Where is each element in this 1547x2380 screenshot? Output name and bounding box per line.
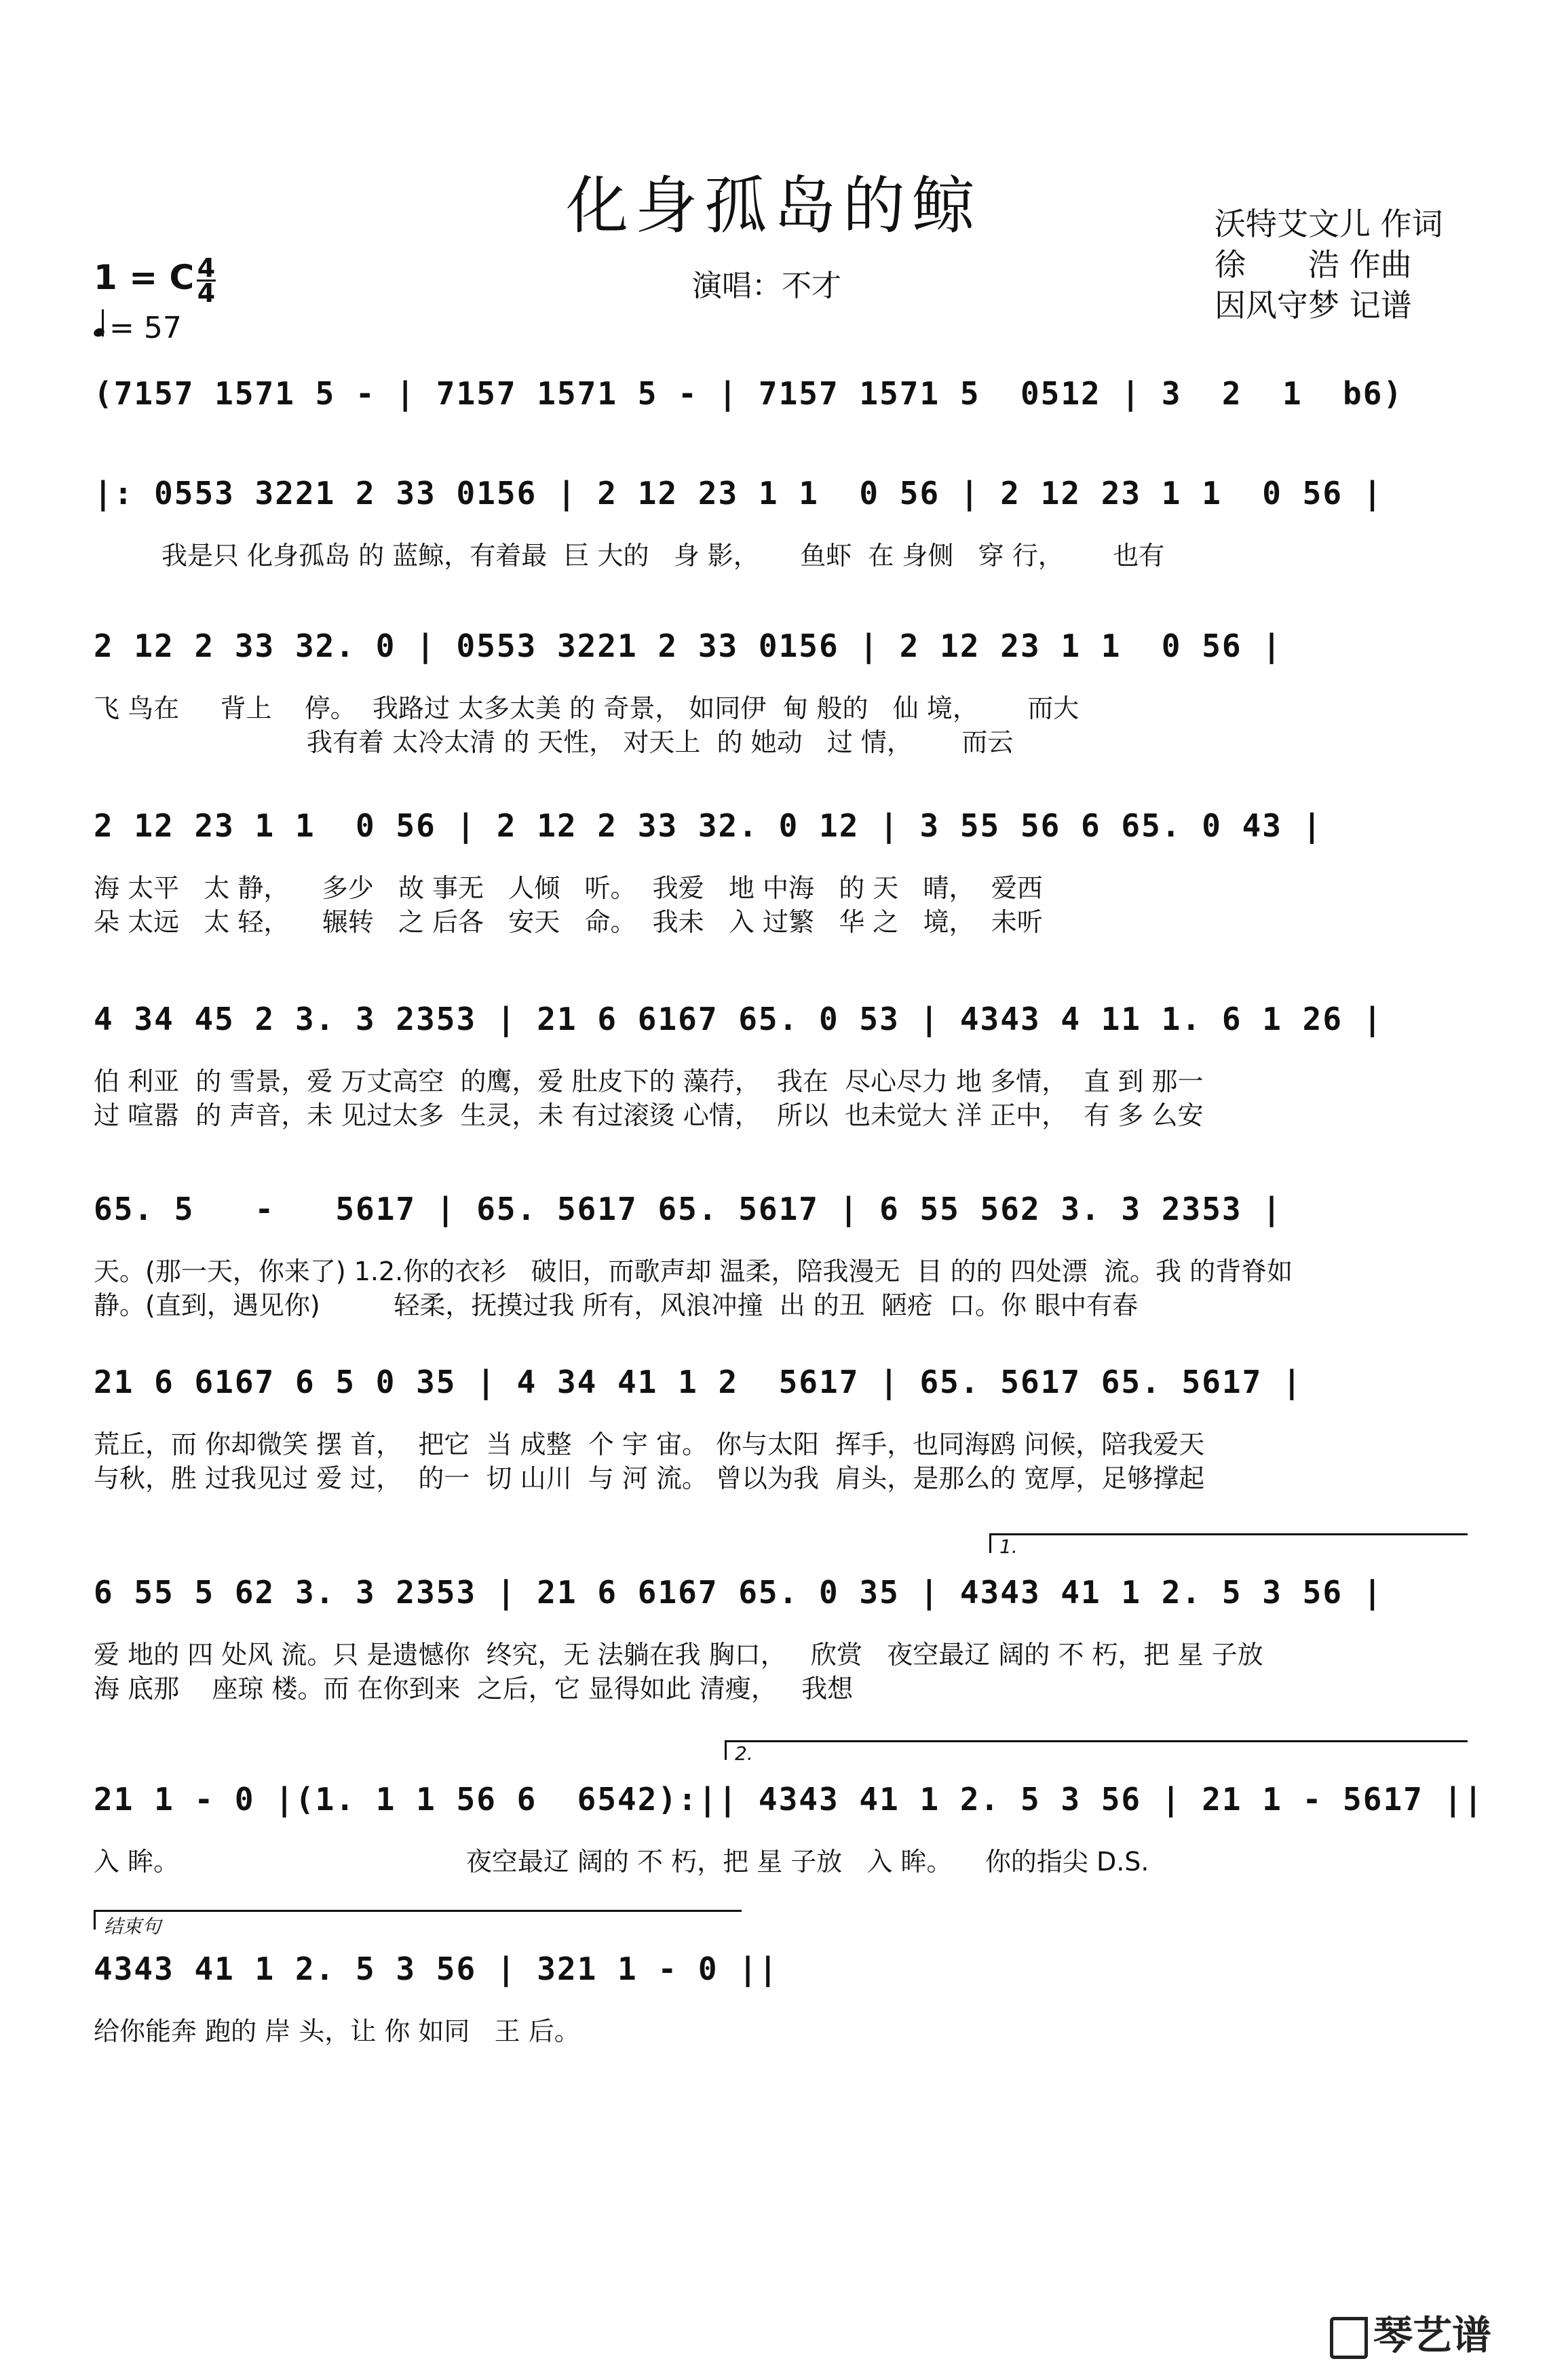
lyric-line: 荒丘，而 你却微笑 摆 首， 把它 当 成整 个 宇 宙。 你与太阳 挥手，也同海鸥 问候，陪我爱天 (94, 1429, 1205, 1459)
lyric-line: 我有着 太冷太清 的 天性， 对天上 的 她动 过 情， 而云 (94, 727, 1014, 757)
notation-line: 4 34 45 2 3. 3 2353 | 21 6 6167 65. 0 53 | 4343 4 11 1. 6 1 26 | (94, 1001, 1383, 1037)
system-9 (94, 1740, 1484, 1877)
site-logo (1330, 2303, 1491, 2360)
logo-text: 琴艺谱 (1373, 2312, 1492, 2358)
credits (1215, 204, 1443, 326)
lyric-line: 爱 地的 四 处风 流。只 是遗憾你 终究，无 法躺在我 胸口， 欣赏 夜空最辽 阔的 不 朽，把 星 子放 (94, 1640, 1263, 1670)
system-3 (94, 628, 1457, 763)
tempo-marking (94, 311, 182, 345)
tempo-value: = 57 (109, 311, 182, 345)
system-1 (94, 370, 1457, 444)
time-signature (197, 253, 216, 308)
lyric-line: 我是只 化身孤岛 的 蓝鲸，有着最 巨 大的 身 影， 鱼虾 在 身侧 穿 行， 也有 (161, 541, 1165, 571)
system-8 (94, 1533, 1457, 1704)
volta-bracket: 2. (725, 1740, 1468, 1760)
song-title: 化身孤岛的鲸 (565, 170, 981, 242)
composer-credit: 徐 浩 作曲 (1215, 246, 1412, 283)
lyric-line: 天。(那一天，你来了) 1.2.你的衣衫 破旧，而歌声却 温柔，陪我漫无 目 的的 四处漂 流。我 的背脊如 (94, 1256, 1293, 1286)
system-2 (94, 475, 1457, 597)
lyric-line: 给你能奔 跑的 岸 头，让 你 如同 王 后。 (94, 2016, 580, 2046)
notation-line: 65. 5 - 5617 | 65. 5617 65. 5617 | 6 55 562 3. 3 2353 | (94, 1191, 1282, 1227)
logo-icon (1330, 2317, 1368, 2359)
time-signature-bottom: 4 (197, 278, 216, 308)
system-7 (94, 1364, 1457, 1499)
lyric-line: 朵 太远 太 轻， 辗转 之 后各 安天 命。 我未 入 过繁 华 之 境， 未听 (94, 907, 1043, 937)
lyric-line: 静。(直到，遇见你) 轻柔，抚摸过我 所有，风浪冲撞 出 的丑 陋疮 口。你 眼中有春 (94, 1290, 1139, 1320)
notation-line: 6 55 5 62 3. 3 2353 | 21 6 6167 65. 0 35 | 4343 41 1 2. 5 3 56 | (94, 1574, 1383, 1611)
notation-line: 21 6 6167 6 5 0 35 | 4 34 41 1 2 5617 | 65. 5617 65. 5617 | (94, 1364, 1303, 1400)
system-10 (94, 1910, 1457, 2046)
volta-bracket: 结束句 (94, 1910, 742, 1930)
time-signature-top: 4 (197, 253, 216, 283)
notation-line: |: 0553 3221 2 33 0156 | 2 12 23 1 1 0 56 | 2 12 23 1 1 0 56 | (94, 475, 1383, 512)
key-signature: 1 = C (94, 258, 195, 297)
lyricist-credit: 沃特艾文儿 作词 (1215, 206, 1443, 242)
singer-label: 演唱：不才 (692, 269, 841, 303)
system-5 (94, 1001, 1457, 1136)
notation-line: 4343 41 1 2. 5 3 56 | 321 1 - 0 || (94, 1951, 779, 1987)
system-4 (94, 807, 1457, 943)
transcriber-credit: 因风守梦 记谱 (1215, 287, 1412, 324)
system-6 (94, 1191, 1457, 1326)
notation-line: 2 12 2 33 32. 0 | 0553 3221 2 33 0156 | 2 12 23 1 1 0 56 | (94, 628, 1282, 664)
lyric-line: 海 底那 座琼 楼。而 在你到来 之后，它 显得如此 清瘦， 我想 (94, 1674, 854, 1704)
notation-line: 21 1 - 0 |(1. 1 1 56 6 6542):|| 4343 41 1 2. 5 3 56 | 21 1 - 5617 || (94, 1781, 1484, 1818)
lyric-line: 与秋，胜 过我见过 爱 过， 的一 切 山川 与 河 流。 曾以为我 肩头，是那么的 宽厚，足够撑起 (94, 1463, 1205, 1493)
lyric-line: 海 太平 太 静， 多少 故 事无 人倾 听。 我爱 地 中海 的 天 晴， 爱西 (94, 873, 1043, 903)
notation-line: 2 12 23 1 1 0 56 | 2 12 2 33 32. 0 12 | 3 55 56 6 65. 0 43 | (94, 807, 1323, 844)
lyric-line: 入 眸。 夜空最辽 阔的 不 朽，把 星 子放 入 眸。 你的指尖 D.S. (94, 1847, 1149, 1877)
lyric-line: 飞 鸟在 背上 停。 我路过 太多太美 的 奇景， 如同伊 甸 般的 仙 境， 而大 (94, 693, 1080, 723)
notation-line: (7157 1571 5 - | 7157 1571 5 - | 7157 1571 5 0512 | 3 2 1 b6) (94, 375, 1404, 412)
volta-bracket: 1. (989, 1533, 1468, 1553)
lyric-line: 过 喧嚣 的 声音，未 见过太多 生灵，未 有过滚烫 心情， 所以 也未觉大 洋 正中， 有 多 么安 (94, 1100, 1204, 1130)
lyric-line: 伯 利亚 的 雪景，爱 万丈高空 的鹰，爱 肚皮下的 藻荇， 我在 尽心尽力 地 多情， 直 到 那一 (94, 1067, 1204, 1096)
